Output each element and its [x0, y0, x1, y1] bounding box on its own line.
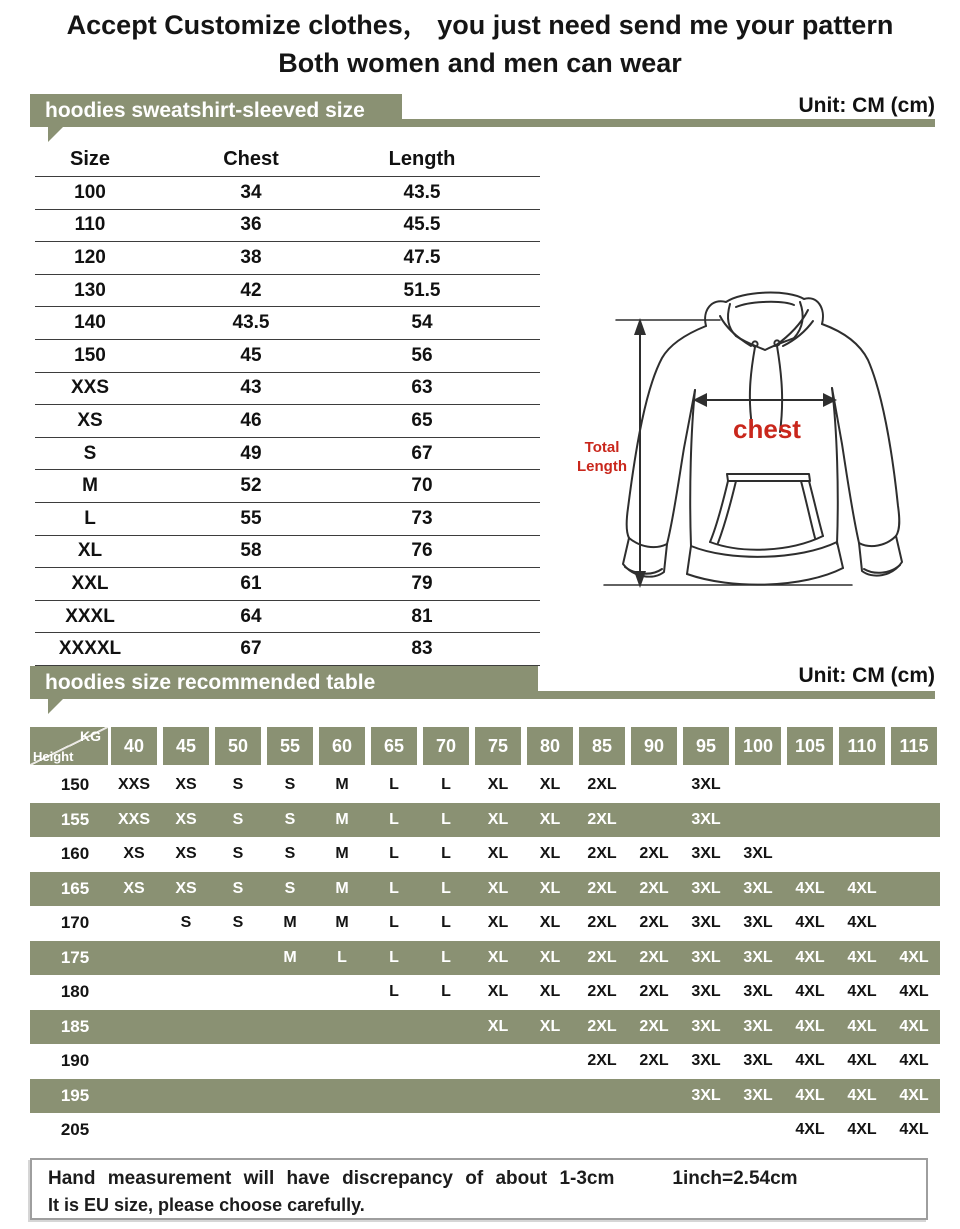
weight-header-cell: 70: [423, 727, 469, 765]
size-cell: 2XL: [587, 914, 617, 932]
size-table-cell: 110: [74, 214, 106, 236]
recommend-table-row: [30, 1010, 940, 1045]
footer-line1: [48, 1168, 910, 1190]
size-cell: 2XL: [639, 879, 669, 897]
weight-header-slot: [108, 727, 160, 765]
size-cell: 3XL: [691, 948, 721, 966]
size-table-cell: 46: [240, 409, 262, 431]
size-table-cell: 45: [240, 344, 262, 366]
recommend-table-row: [30, 975, 940, 1010]
size-cell: 4XL: [847, 1121, 877, 1139]
size-cell: 3XL: [743, 948, 773, 966]
size-cell: XL: [539, 810, 561, 828]
size-table-cell: 150: [74, 344, 106, 366]
size-table-cell: 51.5: [403, 279, 441, 301]
recommend-table-row: [30, 837, 940, 872]
size-cell: L: [389, 879, 399, 897]
size-table-cell: XXL: [71, 572, 109, 594]
size-cell: XS: [175, 879, 197, 897]
recommend-table-row: [30, 1079, 940, 1114]
size-table-cell: 61: [240, 572, 262, 594]
size-table-cell: 54: [411, 312, 433, 334]
weight-header-slot: [628, 727, 680, 765]
section2-banner-tail: [48, 699, 63, 714]
height-label: 185: [60, 1016, 90, 1036]
size-cell: 2XL: [587, 1052, 617, 1070]
section1-banner: hoodies sweatshirt-sleeved size table: [30, 94, 402, 127]
size-cell: S: [284, 879, 296, 897]
size-cell: XL: [539, 776, 561, 794]
size-table-row: [35, 405, 540, 438]
size-cell: M: [335, 776, 349, 794]
section1-banner-tail: [48, 127, 63, 142]
section1-rule: [402, 119, 935, 127]
size-cell: S: [284, 776, 296, 794]
weight-header-cell: 55: [267, 727, 313, 765]
size-table-cell: 73: [411, 507, 433, 529]
size-cell: 3XL: [743, 914, 773, 932]
height-label: 205: [60, 1120, 90, 1140]
size-cell: XS: [123, 845, 145, 863]
size-table-col-size: Size: [69, 147, 111, 170]
size-table-cell: L: [84, 507, 96, 529]
size-cell: 3XL: [743, 1086, 773, 1104]
size-cell: XL: [487, 776, 509, 794]
size-table-row: [35, 536, 540, 569]
height-label: 195: [60, 1085, 90, 1105]
size-cell: 3XL: [691, 776, 721, 794]
size-cell: S: [232, 810, 244, 828]
size-table: [35, 142, 540, 666]
size-cell: L: [441, 914, 451, 932]
size-cell: 2XL: [639, 1052, 669, 1070]
weight-header-slot: [368, 727, 420, 765]
size-cell: XL: [539, 983, 561, 1001]
size-cell: S: [232, 845, 244, 863]
corner-height-label: Height: [33, 749, 74, 764]
size-table-col-chest: Chest: [223, 147, 279, 170]
size-cell: XL: [487, 983, 509, 1001]
size-cell: M: [283, 948, 297, 966]
size-cell: 4XL: [899, 1121, 929, 1139]
total-length-label: Total Length: [577, 439, 627, 475]
weight-header-slot: [212, 727, 264, 765]
weight-header-cell: 50: [215, 727, 261, 765]
footer-note: [30, 1158, 928, 1220]
size-cell: 2XL: [639, 845, 669, 863]
recommend-table-body: [30, 768, 940, 1148]
size-cell: 4XL: [847, 948, 877, 966]
size-cell: XS: [175, 845, 197, 863]
section1-unit-label: Unit: CM (cm): [798, 94, 935, 117]
weight-header-slot: [732, 727, 784, 765]
size-cell: L: [389, 914, 399, 932]
size-table-cell: 63: [411, 377, 433, 399]
size-cell: 3XL: [691, 983, 721, 1001]
size-table-cell: XXS: [70, 377, 110, 399]
size-cell: L: [441, 983, 451, 1001]
weight-header-cell: 75: [475, 727, 521, 765]
size-table-cell: 55: [240, 507, 262, 529]
height-label: 170: [60, 913, 90, 933]
size-cell: 4XL: [795, 1017, 825, 1035]
size-cell: 4XL: [795, 914, 825, 932]
size-cell: M: [335, 845, 349, 863]
size-cell: 4XL: [795, 1052, 825, 1070]
size-cell: XL: [539, 1017, 561, 1035]
size-cell: S: [232, 776, 244, 794]
size-cell: 3XL: [743, 1017, 773, 1035]
size-table-cell: 100: [74, 181, 106, 203]
size-table-row: [35, 601, 540, 634]
size-cell: M: [335, 879, 349, 897]
size-table-cell: 140: [74, 312, 106, 334]
recommend-table: [30, 727, 940, 1148]
size-cell: 4XL: [899, 983, 929, 1001]
corner-kg-label: KG: [80, 728, 101, 744]
size-cell: 4XL: [847, 1052, 877, 1070]
size-cell: XL: [539, 948, 561, 966]
footer-inch-conversion: 1inch=2.54cm: [672, 1168, 798, 1189]
weight-header-slot: [576, 727, 628, 765]
weight-header-cell: 60: [319, 727, 365, 765]
weight-header-slot: [680, 727, 732, 765]
size-cell: 4XL: [795, 1121, 825, 1139]
size-cell: 3XL: [691, 1052, 721, 1070]
size-table-cell: XXXL: [65, 605, 115, 627]
title-line1: Accept Customize clothes， you just need send me your pattern: [66, 10, 894, 40]
height-label: 175: [60, 947, 90, 967]
title-line2: Both women and men can wear: [278, 48, 682, 78]
size-cell: L: [441, 948, 451, 966]
size-table-cell: 43: [240, 377, 262, 399]
size-table-cell: 76: [411, 540, 433, 562]
footer-line2: It is EU size, please choose carefully.: [48, 1195, 365, 1215]
size-cell: 2XL: [587, 810, 617, 828]
height-label: 155: [60, 809, 90, 829]
size-cell: S: [232, 914, 244, 932]
size-table-cell: 52: [240, 475, 262, 497]
size-table-cell: 43.5: [232, 312, 270, 334]
size-cell: XL: [539, 914, 561, 932]
size-cell: XL: [539, 845, 561, 863]
size-table-row: [35, 307, 540, 340]
weight-header-cell: 105: [787, 727, 833, 765]
size-cell: M: [283, 914, 297, 932]
size-table-cell: 70: [411, 475, 433, 497]
size-cell: 3XL: [743, 1052, 773, 1070]
size-table-cell: M: [82, 475, 98, 497]
size-cell: XL: [487, 879, 509, 897]
size-cell: 2XL: [639, 914, 669, 932]
size-table-cell: 42: [240, 279, 262, 301]
weight-header-cell: 65: [371, 727, 417, 765]
size-cell: 2XL: [587, 845, 617, 863]
size-table-cell: 67: [240, 638, 262, 660]
size-cell: L: [389, 983, 399, 1001]
size-table-cell: 36: [240, 214, 262, 236]
size-table-row: [35, 210, 540, 243]
size-table-cell: 65: [411, 409, 433, 431]
weight-header-slot: [316, 727, 368, 765]
size-cell: 4XL: [899, 1017, 929, 1035]
recommend-table-row: [30, 768, 940, 803]
weight-header-cell: 115: [891, 727, 937, 765]
size-table-cell: 34: [240, 181, 262, 203]
size-cell: XXS: [117, 810, 150, 828]
height-label: 190: [60, 1051, 90, 1071]
size-table-cell: 120: [74, 246, 106, 268]
size-table-row: [35, 503, 540, 536]
size-cell: XL: [539, 879, 561, 897]
size-table-cell: 49: [240, 442, 262, 464]
kg-height-corner-cell: [30, 727, 108, 765]
size-table-cell: 56: [411, 344, 433, 366]
size-cell: L: [389, 845, 399, 863]
size-cell: M: [335, 810, 349, 828]
size-cell: XL: [487, 810, 509, 828]
size-table-row: [35, 568, 540, 601]
size-cell: 4XL: [795, 879, 825, 897]
size-cell: XS: [175, 810, 197, 828]
size-table-cell: XXXXL: [58, 638, 122, 660]
height-label: 160: [60, 844, 90, 864]
size-cell: 4XL: [847, 1017, 877, 1035]
size-cell: 4XL: [847, 983, 877, 1001]
size-table-cell: 83: [411, 638, 433, 660]
size-cell: S: [180, 914, 192, 932]
recommend-table-row: [30, 906, 940, 941]
size-cell: 3XL: [743, 879, 773, 897]
size-cell: 3XL: [691, 914, 721, 932]
weight-header-cell: 45: [163, 727, 209, 765]
size-table-row: [35, 438, 540, 471]
recommend-table-row: [30, 803, 940, 838]
size-table-row: [35, 242, 540, 275]
section2-rule: [538, 691, 935, 699]
weight-header-row: [30, 727, 940, 765]
recommend-table-row: [30, 872, 940, 907]
size-cell: 4XL: [899, 948, 929, 966]
weight-header-slot: [836, 727, 888, 765]
size-table-header: [35, 142, 540, 177]
size-cell: S: [284, 810, 296, 828]
size-cell: L: [389, 948, 399, 966]
size-table-cell: 67: [411, 442, 433, 464]
size-cell: 4XL: [847, 1086, 877, 1104]
size-cell: 2XL: [587, 1017, 617, 1035]
size-cell: L: [441, 879, 451, 897]
size-cell: 3XL: [691, 810, 721, 828]
size-cell: 2XL: [639, 948, 669, 966]
size-cell: 4XL: [795, 983, 825, 1001]
size-cell: 2XL: [639, 1017, 669, 1035]
weight-header-cell: 100: [735, 727, 781, 765]
size-cell: L: [441, 810, 451, 828]
size-cell: 4XL: [899, 1086, 929, 1104]
size-table-cell: 64: [240, 605, 262, 627]
size-cell: 4XL: [795, 948, 825, 966]
size-cell: XL: [487, 1017, 509, 1035]
size-cell: L: [389, 810, 399, 828]
weight-header-cell: 90: [631, 727, 677, 765]
size-cell: M: [335, 914, 349, 932]
size-cell: XS: [175, 776, 197, 794]
weight-header-slot: [888, 727, 940, 765]
size-cell: 4XL: [899, 1052, 929, 1070]
size-table-cell: S: [83, 442, 97, 464]
size-cell: 3XL: [691, 845, 721, 863]
size-cell: 3XL: [691, 1017, 721, 1035]
footer-discrepancy-text: Hand measurement will have discrepancy of about 1-3cm: [48, 1168, 615, 1189]
size-table-cell: 47.5: [403, 246, 441, 268]
section2-banner: hoodies size recommended table: [30, 666, 538, 699]
weight-header-cell: 80: [527, 727, 573, 765]
size-cell: L: [441, 845, 451, 863]
size-table-cell: 38: [240, 246, 262, 268]
size-cell: 2XL: [587, 948, 617, 966]
size-table-body: [35, 177, 540, 666]
weight-header-slot: [784, 727, 836, 765]
size-table-cell: XS: [77, 409, 103, 431]
size-table-cell: XL: [77, 540, 103, 562]
size-cell: XS: [123, 879, 145, 897]
size-table-cell: 45.5: [403, 214, 441, 236]
size-cell: XL: [487, 914, 509, 932]
recommend-table-row: [30, 941, 940, 976]
size-cell: 4XL: [847, 879, 877, 897]
height-label: 165: [60, 878, 90, 898]
size-cell: 3XL: [691, 1086, 721, 1104]
size-table-cell: 130: [74, 279, 106, 301]
size-cell: 2XL: [587, 776, 617, 794]
weight-header-cell: 85: [579, 727, 625, 765]
size-cell: L: [389, 776, 399, 794]
size-table-cell: 79: [411, 572, 433, 594]
size-cell: 3XL: [691, 879, 721, 897]
recommend-table-row: [30, 1113, 940, 1148]
size-cell: 4XL: [847, 914, 877, 932]
page-title: [0, 6, 960, 82]
size-table-cell: 43.5: [403, 181, 441, 203]
size-cell: 4XL: [795, 1086, 825, 1104]
weight-header-cell: 40: [111, 727, 157, 765]
size-cell: XL: [487, 845, 509, 863]
size-cell: S: [232, 879, 244, 897]
section2-unit-label: Unit: CM (cm): [798, 664, 935, 687]
size-cell: 2XL: [587, 879, 617, 897]
weight-header-cell: 110: [839, 727, 885, 765]
size-table-row: [35, 633, 540, 666]
hoodie-measurement-diagram: [560, 280, 960, 610]
height-label: 180: [60, 982, 90, 1002]
size-cell: L: [337, 948, 347, 966]
height-label: 150: [60, 775, 90, 795]
size-table-row: [35, 470, 540, 503]
size-cell: XXS: [117, 776, 150, 794]
weight-header-slot: [524, 727, 576, 765]
size-cell: 3XL: [743, 983, 773, 1001]
size-table-row: [35, 177, 540, 210]
size-cell: 2XL: [587, 983, 617, 1001]
size-cell: L: [441, 776, 451, 794]
weight-header-slot: [264, 727, 316, 765]
size-table-col-length: Length: [388, 147, 456, 170]
recommend-table-row: [30, 1044, 940, 1079]
size-table-cell: 81: [411, 605, 433, 627]
size-cell: S: [284, 845, 296, 863]
chest-label: chest: [733, 414, 801, 444]
size-table-row: [35, 340, 540, 373]
size-table-cell: 58: [240, 540, 262, 562]
weight-header-slot: [160, 727, 212, 765]
size-cell: 2XL: [639, 983, 669, 1001]
size-cell: 3XL: [743, 845, 773, 863]
weight-header-slot: [472, 727, 524, 765]
weight-header-slot: [420, 727, 472, 765]
size-table-row: [35, 373, 540, 406]
size-table-row: [35, 275, 540, 308]
weight-header-cell: 95: [683, 727, 729, 765]
size-cell: XL: [487, 948, 509, 966]
